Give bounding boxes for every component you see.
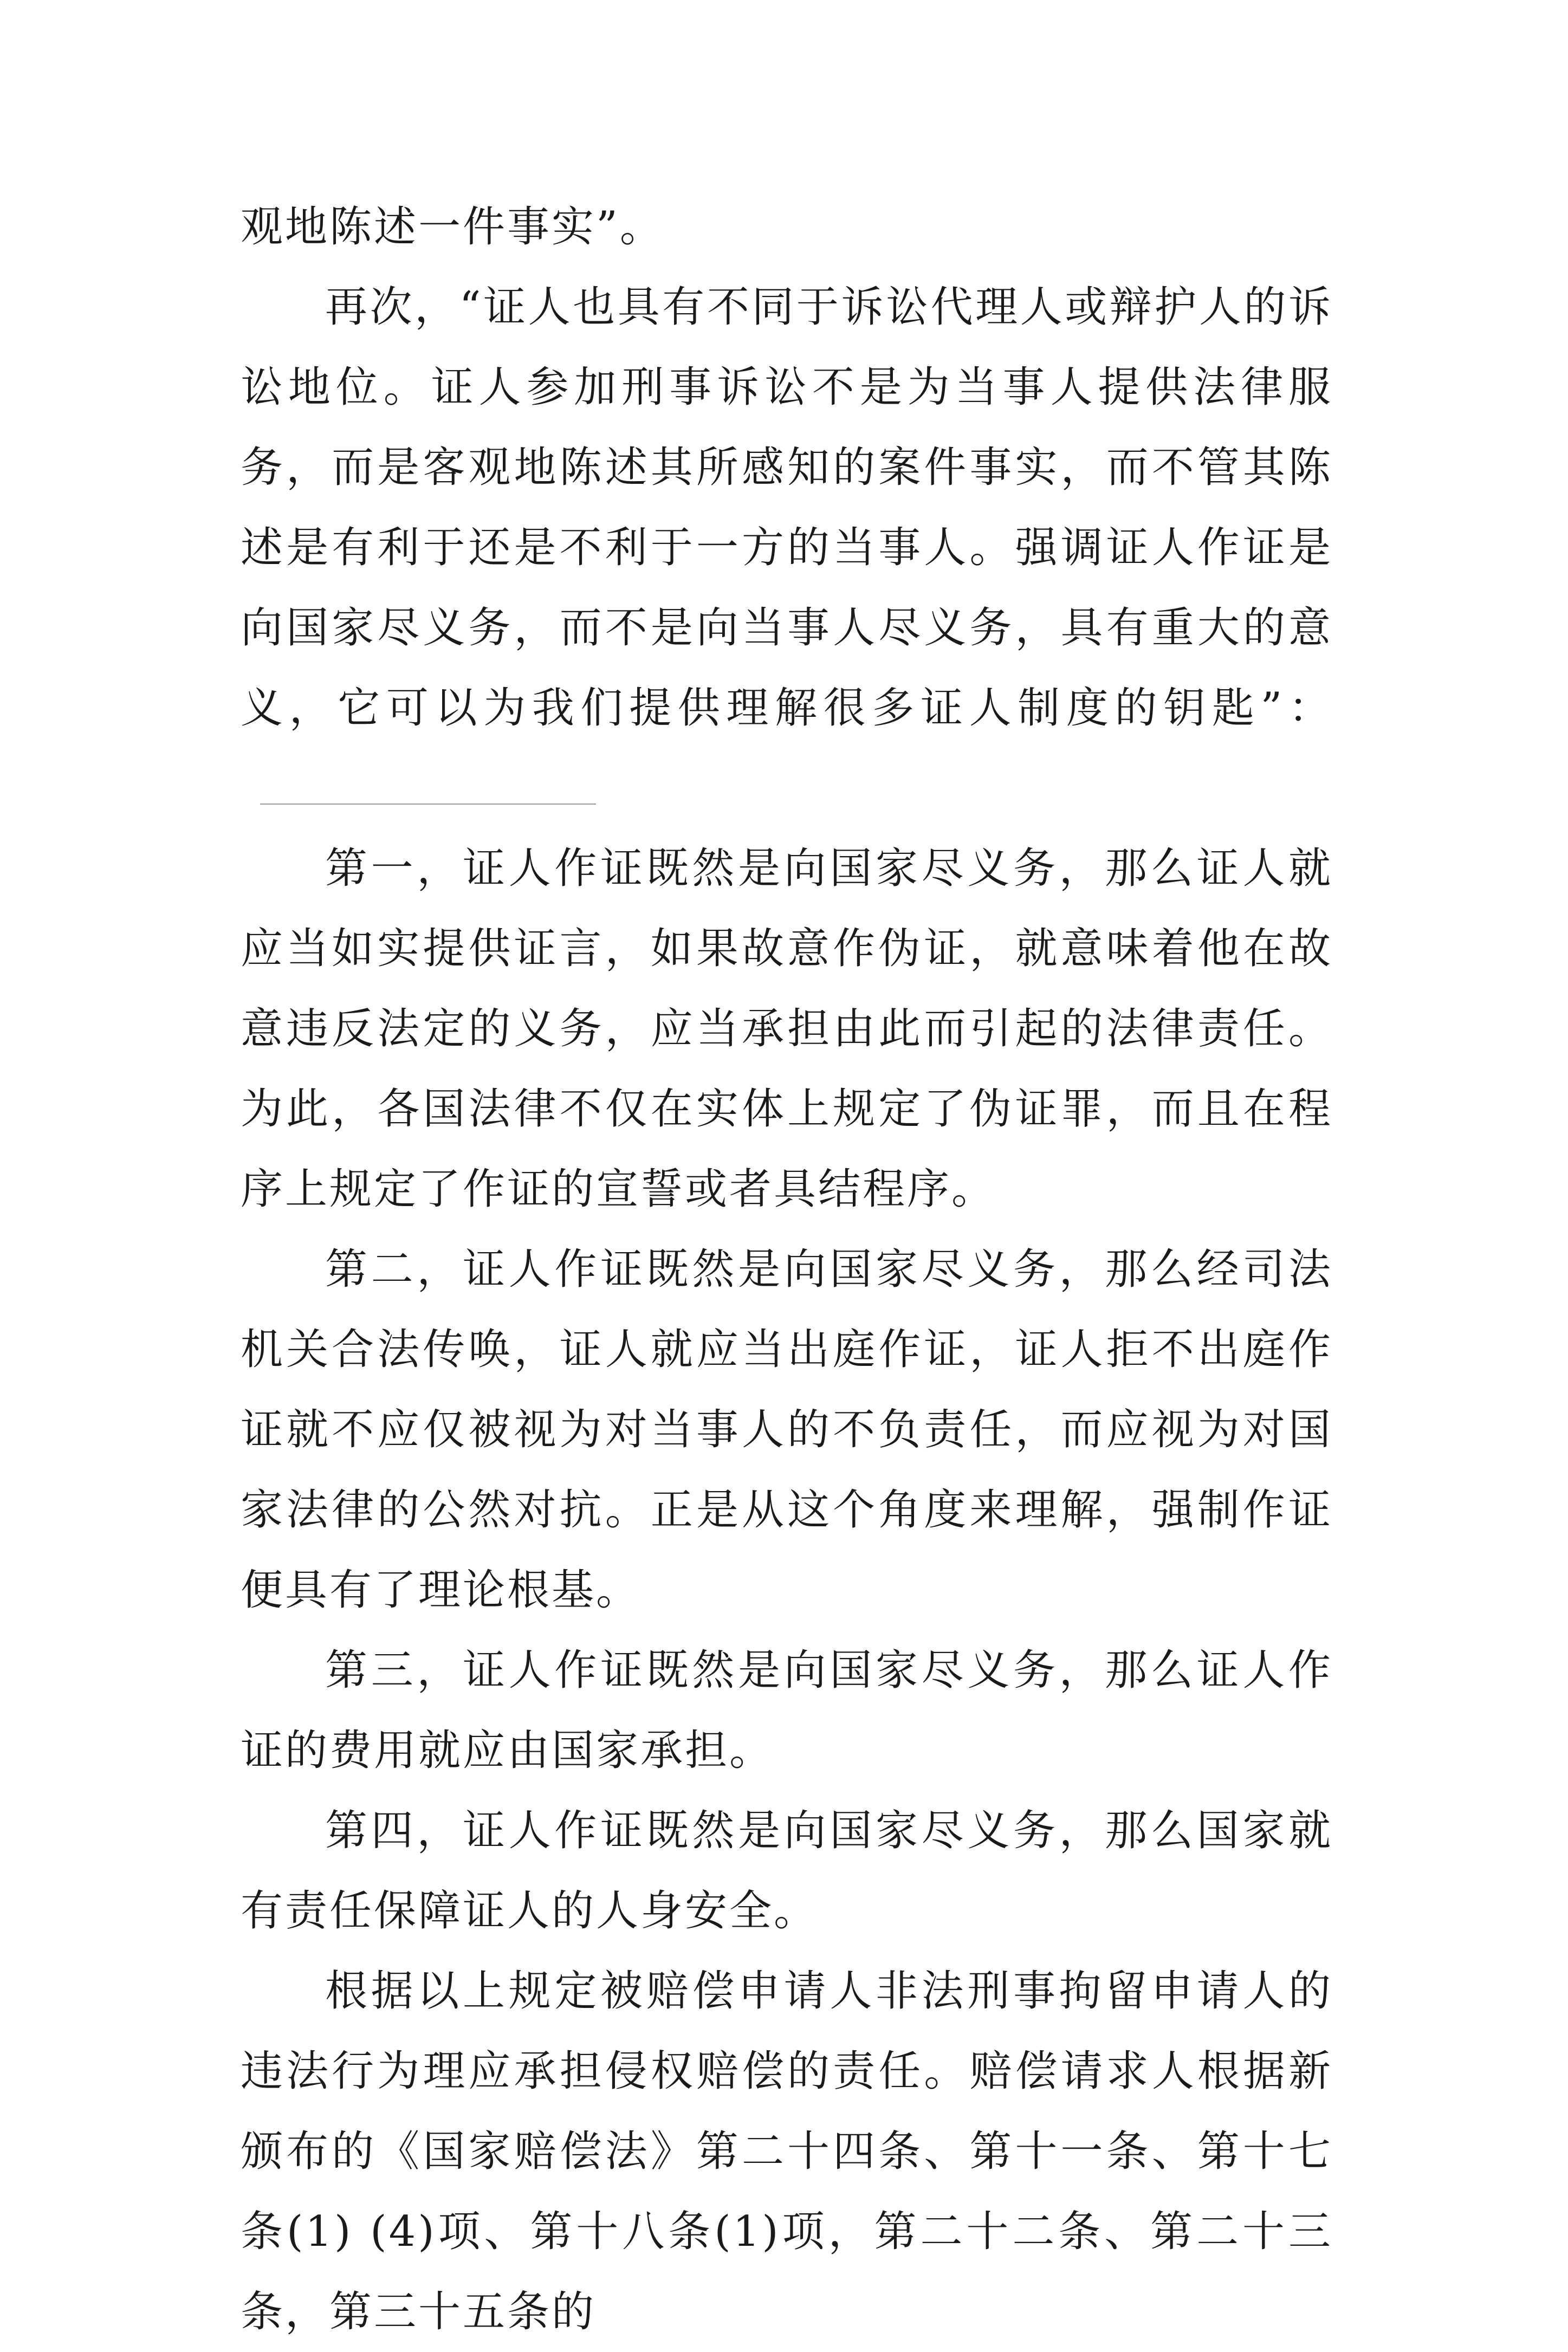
paragraph-compensation-basis: 根据以上规定被赔偿申请人非法刑事拘留申请人的违法行为理应承担侵权赔偿的责任。赔偿请求人根据新颁布的《国家赔偿法》第二十四条、第十一条、第十七条(1) (4)项、第十八条(1)项，第二十二条、第二十三条，第三十五条的 bbox=[241, 1967, 1333, 2336]
document-body bbox=[241, 187, 1333, 2352]
paragraph-third: 第三，证人作证既然是向国家尽义务，那么证人作证的费用就应由国家承担。 bbox=[241, 1646, 1333, 1775]
blank-underline bbox=[260, 804, 596, 805]
paragraph-witness-status-text: 再次，“证人也具有不同于诉讼代理人或辩护人的诉讼地位。证人参加刑事诉讼不是为当事人提供法律服务，而是客观地陈述其所感知的案件事实，而不管其陈述是有利于还是不利于一方的当事人。强调证人作证是向国家尽义务，而不是向当事人尽义务，具有重大的意义，它可以为我们提供理解很多证人制度的钥匙”： bbox=[241, 283, 1333, 733]
paragraph-witness-status bbox=[241, 267, 1333, 828]
paragraph-fourth: 第四，证人作证既然是向国家尽义务，那么国家就有责任保障证人的人身安全。 bbox=[241, 1806, 1333, 1935]
paragraph-continuation: 观地陈述一件事实”。 bbox=[241, 203, 664, 251]
paragraph-second: 第二，证人作证既然是向国家尽义务，那么经司法机关合法传唤，证人就应当出庭作证，证人拒不出庭作证就不应仅被视为对当事人的不负责任，而应视为对国家法律的公然对抗。正是从这个角度来理解，强制作证便具有了理论根基。 bbox=[241, 1245, 1333, 1615]
paragraph-first: 第一，证人作证既然是向国家尽义务，那么证人就应当如实提供证言，如果故意作伪证，就意味着他在故意违反法定的义务，应当承担由此而引起的法律责任。为此，各国法律不仅在实体上规定了伪证罪，而且在程序上规定了作证的宣誓或者具结程序。 bbox=[241, 844, 1333, 1214]
